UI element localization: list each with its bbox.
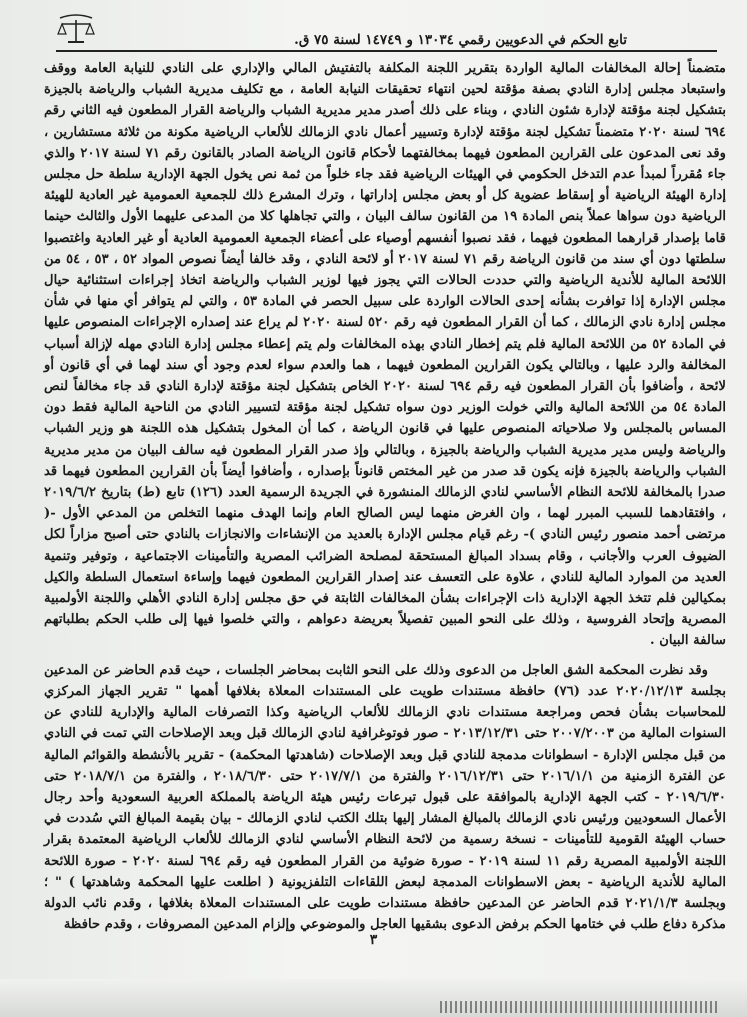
- page-number: ٣: [369, 932, 378, 948]
- case-header: تابع الحكم في الدعويين رقمي ١٣٠٣٤ و ١٤٧٤٩ لسنة ٧٥ ق.: [294, 32, 627, 48]
- paragraph: وقد نظرت المحكمة الشق العاجل من الدعوى وذلك على النحو الثابت بمحاضر الجلسات ، حيث قدم الحاضر عن المدعين بجلسة ٢٠٢٠/١٢/١٣ عدد (٧٦) حافظة مستندات طويت على المستندات المعلاة بغلافها أهمها " تقرير الجهاز المركزي للمحاسبات بشأن فحص ومراجعة مستندات نادي الزمالك للألعاب الرياضية وكذا التصرفات المالية والإدارية للنادي عن السنوات المالية من ٢٠٠٧/٢٠٠٣ حتى ٢٠١٣/١٢/٣١ - صور فوتوغرافية لنادي الزمالك قبل وبعد الإصلاحات التي تمت في النادي من قبل مجلس الإدارة - اسطوانات مدمجة للنادي قبل وبعد الإصلاحات (شاهدتها المحكمة) - تقرير بالأنشطة والقوائم المالية عن الفترة الزمنية من ٢٠١٦/١/١ حتى ٢٠١٦/١٢/٣١ والفترة من ٢٠١٧/٧/١ حتى ٢٠١٨/٦/٣٠ ، والفترة من ٢٠١٨/٧/١ حتى ٢٠١٩/٦/٣٠ - كتب الجهة الإدارية بالموافقة على قبول تبرعات رئيس هيئة الرياضة بالمملكة العربية السعودية وأحد رجال الأعمال السعوديين ورئيس نادي الزمالك بالمبالغ المشار إليها بتلك الكتب لنادي الزمالك - بيان بقيمة المبالغ التي سُددت في حساب الهيئة القومية للتأمينات - نسخة رسمية من لائحة النظام الأساسي لنادي الزمالك للألعاب الرياضية المعتمدة بقرار اللجنة الأولمبية المصرية رقم ١١ لسنة ٢٠١٩ - صورة ضوئية من القرار المطعون فيه رقم ٦٩٤ لسنة ٢٠٢٠ - صورة اللائحة المالية للأندية الرياضية - بعض الاسطوانات المدمجة لبعض اللقاءات التلفزيونية ( اطلعت عليها المحكمة وشاهدتها ) " ؛ وبجلسة ٢٠٢١/١/٣ قدم الحاضر عن المدعين حافظة مستندات طويت على المستندات المعلاة بغلافها ، وقدم نائب الدولة مذكرة دفاع طلب في ختامها الحكم برفض الدعوى بشقيها العاجل والموضوعي وإلزام المدعين المصروفات ، وقدم حافظة: [44, 662, 727, 933]
- scan-edge: [0, 979, 747, 1017]
- paragraph: متضمناً إحالة المخالفات المالية الواردة بتقرير اللجنة المكلفة بالتفتيش المالي والإداري على النادي للنيابة العامة ووقف واستبعاد مجلس إدارة النادي بصفة مؤقتة لحين انتهاء تحقيقات النيابة العامة ، مع تكليف مديرية الشباب والرياضة بالجيزة بتشكيل لجنة مؤقتة لإدارة شئون النادي ، وبناء على ذلك أصدر مدير مديرية الشباب والرياضة القرار المطعون فيه الثاني رقم ٦٩٤ لسنة ٢٠٢٠ متضمناً تشكيل لجنة مؤقتة لإدارة وتسيير أعمال نادي الزمالك للألعاب الرياضية مكونة من ثلاثة مستشارين ، وقد نعى المدعون على القرارين المطعون فيهما بمخالفتهما لأحكام قانون الرياضة الصادر بالقانون رقم ٧١ لسنة ٢٠١٧ والذي جاء مُقرراً لمبدأ عدم التدخل الحكومي في الهيئات الرياضية فقد جاء خلواً من ثمة نص يخول الجهة الإدارية سلطة حل مجلس إدارة الهيئة الرياضية أو إسقاط عضوية كل أو بعض مجلس إداراتها ، وترك المشرع ذلك للجمعية العمومية غير العادية للهيئة الرياضية دون سواها عملاً بنص المادة ١٩ من القانون سالف البيان ، والتي تجاهلها كلا من المدعى عليهما الأول والثالث حينما قاما بإصدار قرارهما المطعون فيهما ، فقد نصبوا أنفسهم أوصياء على أعضاء الجمعية العمومية العادية أو غير العادية واغتصبوا سلطتها دون أي سند من قانون الرياضة رقم ٧١ لسنة ٢٠١٧ أو لائحة النادي ، وقد خالفا أيضاً نصوص المواد ٥٢ ، ٥٣ ، ٥٤ من اللائحة المالية للأندية الرياضية والتي حددت الحالات التي يجوز فيها لوزير الشباب والرياضة اتخاذ إجراءات استثنائية حيال مجلس الإدارة إذا توافرت بشأنه إحدى الحالات الواردة على سبيل الحصر في المادة ٥٣ ، والتي لم يتوافر أي منها في شأن مجلس إدارة نادي الزمالك ، كما أن القرار المطعون فيه رقم ٥٢٠ لسنة ٢٠٢٠ لم يراع عند إصداره الإجراءات المنصوص عليها في المادة ٥٢ من اللائحة المالية فلم يتم إخطار النادي بهذه المخالفات ولم يتم إعطاء مجلس إدارة النادي مهله لإزالة أسباب المخالفة والرد عليها ، وبالتالي يكون القرارين المطعون فيهما ، هما والعدم سواء لعدم وجود أي سند لهما في أي قانون أو لائحة ، وأضافوا بأن القرار المطعون فيه رقم ٦٩٤ لسنة ٢٠٢٠ الخاص بتشكيل لجنة مؤقتة لإدارة النادي قد جاء مخالفاً لنص المادة ٥٤ من اللائحة المالية والتي خولت الوزير دون سواه تشكيل لجنة مؤقتة لتسيير النادي من الناحية المالية فقط دون المساس بالمجلس ولا صلاحياته المنصوص عليها في قانون الرياضة ، كما أن المخول بتشكيل هذه اللجنة هو وزير الشباب والرياضة وليس مدير مديرية الشباب والرياضة بالجيزة ، وبالتالي وإذ صدر القرار المطعون فيه سالف البيان من مدير مديرية الشباب والرياضة بالجيزة فإنه يكون قد صدر من غير المختص قانوناً بإصداره ، وأضافوا أيضاً بأن القرارين المطعون فيهما قد صدرا بالمخالفة للائحة النظام الأساسي لنادي الزمالك المنشورة في الجريدة الرسمية العدد (١٢٦) تابع (ط) بتاريخ ٢٠١٩/٦/٢ ، وافتقادهما للسبب المبرر لهما ، وان الغرض منهما ليس الصالح العام وإنما الهدف منهما التخلص من المدعي الأول -( مرتضى أحمد منصور رئيس النادي )- رغم قيام مجلس الإدارة بالعديد من الإنشاءات والانجازات بالنادي حتى أصبح مزاراً لكل الضيوف العرب والأجانب ، وقام بسداد المبالغ المستحقة لمصلحة الضرائب المصرية والتأمينات الاجتماعية ، وتوفير وتنمية العديد من الموارد المالية للنادي ، علاوة على التعسف عند إصدار القرارين المطعون فيهما وإساءة استعمال السلطة والكيل بمكيالين فلم تتخذ الجهة الإدارية ذات الإجراءات بشأن المخالفات الثابتة في حق مجلس إدارة النادي الأهلي واللجنة الأولمبية المصرية وإتحاد الفروسية ، وذلك على النحو المبين تفصيلاً بعريضة دعواهم ، والتي خلصوا فيها إلى طلب الحكم بطلباتهم سالفة البيان .: [44, 61, 727, 649]
- barcode-strip: [440, 1001, 720, 1013]
- judgment-body: [44, 58, 726, 935]
- header-divider: [56, 50, 717, 52]
